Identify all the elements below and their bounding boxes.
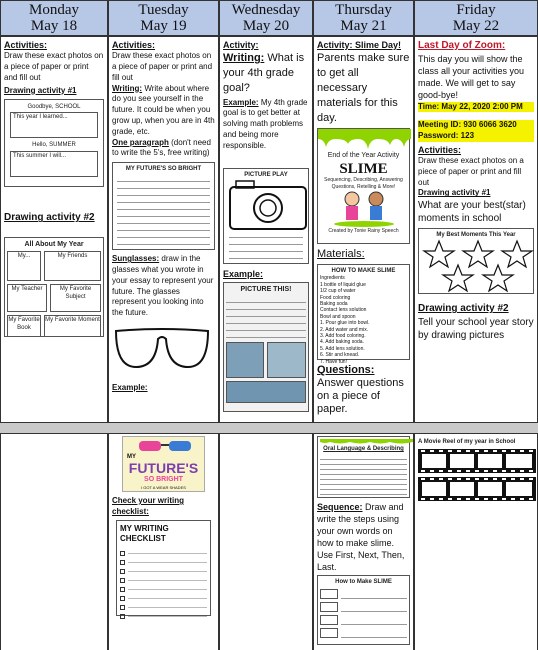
day-date: May 19 <box>140 18 187 34</box>
friday-activity2-text: Tell your school year story by drawing pictures <box>418 316 534 341</box>
poster-line2: FUTURE'S <box>128 460 199 477</box>
header-tuesday <box>108 0 219 36</box>
day-date: May 21 <box>340 18 387 34</box>
day-name: Wednesday <box>231 2 301 18</box>
writing-text: Write about where do you see yourself in the future. It could be when you grow up, when you are in 4th grade, etc. <box>112 83 215 136</box>
camera-icon <box>226 179 310 231</box>
example-text: My 4th grade goal is to get better at solving math problems and being more responsible. <box>223 97 308 150</box>
day-name: Tuesday <box>138 2 189 18</box>
day-name: Thursday <box>335 2 392 18</box>
tuesday-example: Example: <box>112 382 148 392</box>
recipe-line: Bowl and spoon <box>320 313 356 320</box>
poster-line1: MY <box>127 454 136 460</box>
header-friday <box>414 0 538 36</box>
zoom-password: Password: 123 <box>418 131 534 142</box>
film-strip-icon <box>418 449 536 473</box>
monday-cell-2 <box>0 433 108 650</box>
paragraph-label: One paragraph <box>112 137 169 147</box>
goodbye-hello-worksheet <box>4 99 104 187</box>
star-icons <box>421 239 535 293</box>
film-strip-icon <box>418 477 536 501</box>
friday-text: This day you will show the class all your activities you made. We will get to say good-bye! <box>418 53 525 100</box>
day-name: Monday <box>29 2 79 18</box>
recipe-line: Ingredients <box>320 275 345 282</box>
flyer-title: SLIME <box>339 160 388 177</box>
stars-worksheet <box>418 228 534 294</box>
wednesday-cell <box>219 36 313 423</box>
future-writing-sheet <box>112 162 215 250</box>
slime-flyer <box>317 128 410 244</box>
card2-title: Hello, SUMMER <box>32 142 76 149</box>
monday-cell <box>0 36 108 423</box>
year-label-book: My Favorite Book <box>8 317 40 332</box>
recipe-line: 4. Add baking soda. <box>320 339 364 346</box>
flyer-top: End of the Year Activity <box>327 152 400 160</box>
writing-label: Writing: <box>223 52 265 65</box>
slime-recipe <box>317 264 410 365</box>
friday-activity1: Drawing activity #1 <box>418 188 491 198</box>
monday-heading: Activities: <box>4 40 48 50</box>
friday-heading: Last Day of Zoom: <box>418 40 506 51</box>
sequence-text: Draw and write the steps using your own words on how to make slime. Use First, Next, Then, Last. <box>317 502 405 572</box>
wednesday-cell-2 <box>219 433 313 650</box>
year-label-teacher: My Teacher <box>11 286 43 293</box>
slime-drip <box>318 129 411 151</box>
recipe-line: Baking soda <box>320 300 348 307</box>
day-name: Friday <box>456 2 496 18</box>
sunglasses-icon <box>123 439 209 453</box>
card1-title: Goodbye, SCHOOL <box>27 104 81 111</box>
picture-this-title: PICTURE THIS! <box>240 285 292 293</box>
zoom-time: Time: May 22, 2020 2:00 PM <box>418 102 534 113</box>
questions-text: Answer questions on a piece of paper. <box>317 377 404 416</box>
poster-line3: SO BRIGHT <box>144 476 183 484</box>
sunglasses-drawing <box>112 325 212 373</box>
checklist-label: Check your writing checklist: <box>112 496 185 516</box>
recipe-line: Contact lens solution <box>320 307 367 314</box>
card1-sub: This year I learned... <box>13 114 68 121</box>
recipe-title: HOW TO MAKE SLIME <box>331 268 396 275</box>
sequence-label: Sequence: <box>317 502 363 512</box>
picture-this-sample <box>223 282 309 412</box>
monday-activity1: Drawing activity #1 <box>4 85 77 95</box>
monday-text: Draw these exact photos on a piece of paper or print and fill out <box>4 51 104 82</box>
all-about-my-year-worksheet <box>4 237 104 337</box>
recipe-line: 1/2 cup of water <box>320 288 356 295</box>
tuesday-text: Draw these exact photos on a piece of paper or print and fill out <box>112 51 213 82</box>
sample-photo-2 <box>267 342 306 378</box>
header-thursday <box>313 0 414 36</box>
stars-title: My Best Moments This Year <box>436 232 516 239</box>
recipe-line: 3. Add food coloring. <box>320 332 366 339</box>
paragraph-text: (don't need to write the 5's, free writing) <box>112 137 211 158</box>
recipe-line: 1 bottle of liquid glue <box>320 281 366 288</box>
zoom-meeting-id: Meeting ID: 930 6066 3620 <box>418 120 534 131</box>
sheet-title: MY FUTURE'S SO BRIGHT <box>125 166 202 173</box>
friday-activity1-text: What are your best(star) moments in school <box>418 200 526 225</box>
future-poster <box>122 436 205 492</box>
day-date: May 18 <box>30 18 78 34</box>
friday-activities: Activities: <box>418 144 462 155</box>
sunglasses-text: draw in the glasses what you wrote in your essay to represent your future. The glasses represent you looking into the future. <box>112 254 214 318</box>
friday-cell <box>414 36 538 423</box>
describing-sheet <box>317 436 410 498</box>
thursday-text: Parents make sure to get all necessary materials for this day. <box>317 52 410 124</box>
thursday-heading: Activity: Slime Day! <box>317 40 402 50</box>
recipe-line: 2. Add water and mix. <box>320 326 369 333</box>
sample-photo-1 <box>226 342 264 378</box>
thursday-cell-2 <box>313 433 414 650</box>
year-label-my: My... <box>17 253 31 260</box>
year-title: All About My Year <box>24 240 84 248</box>
writing-label: Writing: <box>112 83 143 93</box>
tuesday-cell-2 <box>108 433 219 650</box>
tuesday-cell <box>108 36 219 423</box>
flyer-credit: Created by Tonie Rainy Speech <box>328 228 399 235</box>
sunglasses-label: Sunglasses: <box>112 254 160 264</box>
checklist-items <box>120 549 207 621</box>
thursday-cell <box>313 36 414 423</box>
header-monday <box>0 0 108 36</box>
day-date: May 22 <box>452 18 500 34</box>
friday-cell-2 <box>414 433 538 650</box>
wednesday-heading: Activity: <box>223 40 259 50</box>
wednesday-example: Example: <box>223 268 264 279</box>
sample-photo-3 <box>226 381 306 403</box>
friday-activity2: Drawing activity #2 <box>418 303 509 315</box>
writing-checklist <box>116 520 211 616</box>
how-to-make-slime-sheet <box>317 575 410 645</box>
header-wednesday <box>219 0 313 36</box>
lang-title: Oral Language & Describing <box>323 446 404 452</box>
day-date: May 20 <box>242 18 290 34</box>
year-label-subject: My Favorite Subject <box>59 286 92 301</box>
page-break <box>0 423 538 433</box>
flyer-sub: Sequencing, Describing, Answering Questions, Retelling & More! <box>324 176 403 190</box>
film-title: A Movie Reel of my year in School <box>418 439 516 445</box>
friday-activities-text: Draw these exact photos on a piece of paper or print and fill out <box>418 156 524 187</box>
tuesday-heading: Activities: <box>112 40 156 50</box>
materials-label: Materials: <box>317 248 365 261</box>
year-label-friends: My Friends <box>57 253 88 260</box>
checklist-title: MY WRITING CHECKLIST <box>120 523 169 544</box>
kids-illustration <box>318 190 411 228</box>
year-label-moment: My Favorite Moment <box>45 317 100 324</box>
recipe-line: Food coloring <box>320 294 351 301</box>
howto-title: How to Make SLIME <box>335 579 392 585</box>
recipe-line: 5. Add lens solution. <box>320 345 365 352</box>
recipe-lines <box>320 275 407 365</box>
writing-text: What is your 4th grade goal? <box>223 52 305 94</box>
monday-activity2: Drawing activity #2 <box>4 212 95 224</box>
poster-line4: I GOT A WEAR SHADES <box>141 484 186 490</box>
picture-play-title: PICTURE PLAY <box>244 171 288 178</box>
recipe-line: 6. Stir and knead. <box>320 352 360 359</box>
questions-label: Questions: <box>317 364 375 377</box>
recipe-line: 1. Pour glue into bowl. <box>320 320 370 327</box>
recipe-line: 7. Have fun! <box>320 358 347 365</box>
card2-sub: This summer I will... <box>13 152 67 159</box>
example-label: Example: <box>223 97 259 107</box>
picture-play-sheet <box>223 168 309 264</box>
